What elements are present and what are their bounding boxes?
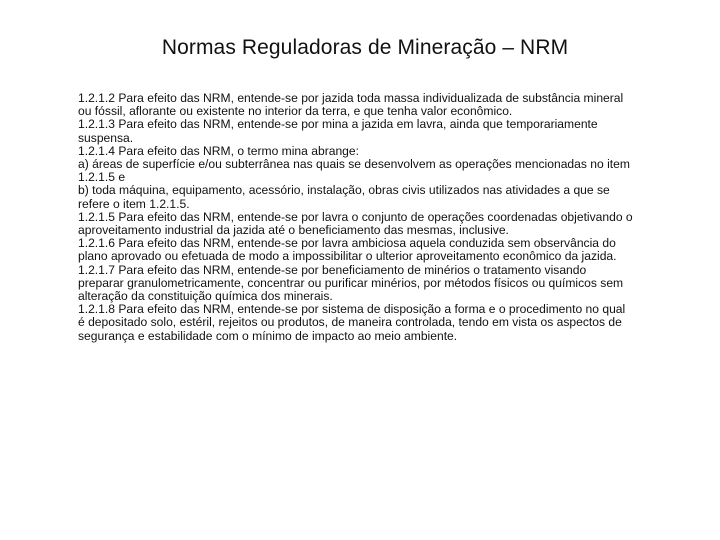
paragraph-item-b: b) toda máquina, equipamento, acessório, instalação, obras civis utilizados nas atividades a que se refere o item 1.2.1.5. [78, 183, 610, 211]
paragraph-1-2-1-5: 1.2.1.5 Para efeito das NRM, entende-se por lavra o conjunto de operações coordenadas objetivando o aproveitamento industrial da jazida até o beneficiamento das mesmas, inclusive. [78, 209, 633, 238]
paragraph-1-2-1-3: 1.2.1.3 Para efeito das NRM, entende-se por mina a jazida em lavra, ainda que temporariamente suspensa. [78, 117, 598, 145]
paragraph-1-2-1-2: 1.2.1.2 Para efeito das NRM, entende-se por jazida toda massa individualizada de substância mineral ou fóssil, aflorante ou existente no interior da terra, e que tenha valor econômico. [78, 91, 624, 119]
paragraph-1-2-1-7: 1.2.1.7 Para efeito das NRM, entende-se por beneficiamento de minérios o tratamento visando preparar granulometricamente, concentrar ou purificar minérios, por métodos físicos ou químicos sem alteração da constituição química dos minerais. [78, 262, 624, 304]
paragraph-1-2-1-6: 1.2.1.6 Para efeito das NRM, entende-se por lavra ambiciosa aquela conduzida sem observância do plano aprovado ou efetuada de modo a impossibilitar o ulterior aproveitamento econômico da jazida. [78, 236, 617, 264]
paragraph-1-2-1-4: 1.2.1.4 Para efeito das NRM, o termo mina abrange: [78, 143, 359, 158]
paragraph-item-a: a) áreas de superfície e/ou subterrânea nas quais se desenvolvem as operações mencionadas no item 1.2.1.5 e [78, 157, 630, 185]
slide-body [78, 92, 633, 343]
slide-title: Normas Reguladoras de Mineração – NRM [161, 36, 569, 59]
paragraph-1-2-1-8: 1.2.1.8 Para efeito das NRM, entende-se por sistema de disposição a forma e o procedimento no qual é depositado solo, estéril, rejeitos ou produtos, de maneira controlada, tendo em vista os aspectos de segurança e estabilidade com o mínimo de impacto ao meio ambiente. [78, 302, 626, 343]
